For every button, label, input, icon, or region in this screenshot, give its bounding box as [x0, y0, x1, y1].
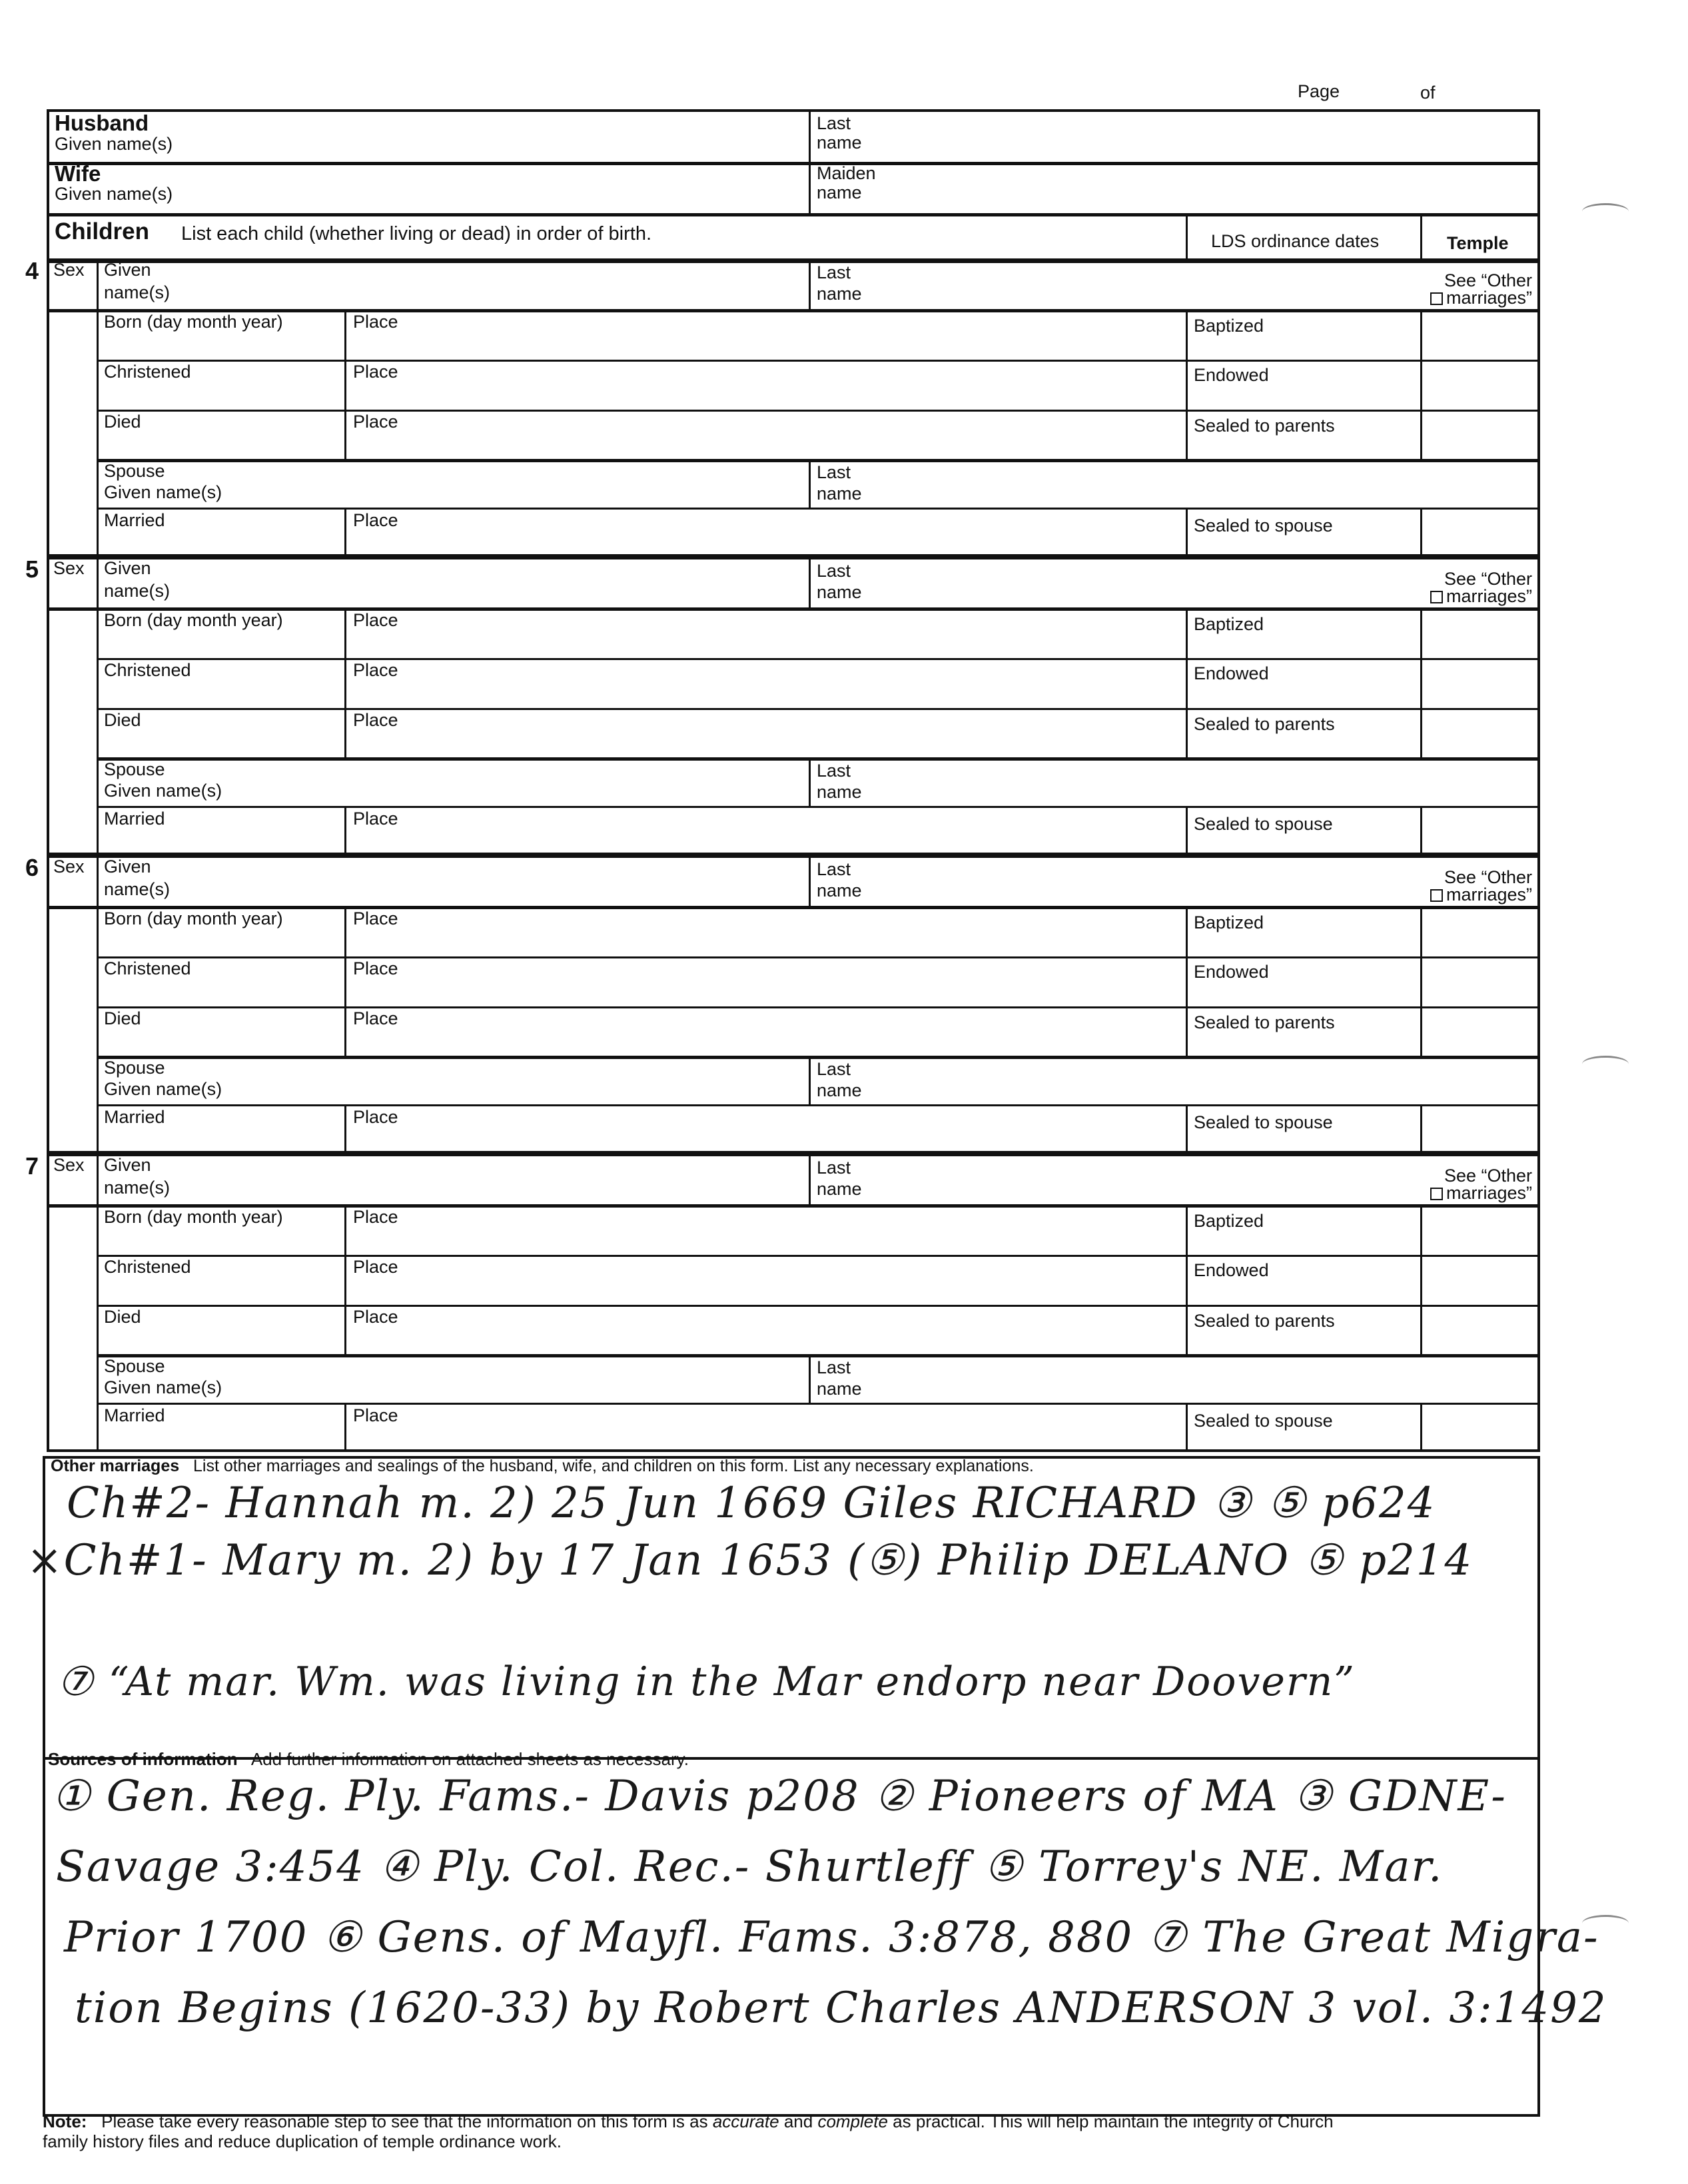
- marriages-label: marriages”: [1446, 885, 1532, 905]
- last-label: Last: [817, 859, 851, 879]
- spouse-last-name-label: name: [817, 1379, 862, 1399]
- given-name-label: name(s): [104, 1178, 171, 1198]
- spouse-last-name-label: name: [817, 782, 862, 802]
- note-accurate: accurate: [712, 2111, 779, 2131]
- sources-instruction: Add further information on attached sheets as necessary.: [250, 1749, 689, 1769]
- child-row-6: [0, 855, 1688, 1154]
- spouse-given-label: Given name(s): [104, 1377, 222, 1397]
- see-other-marriages: [1386, 1183, 1532, 1204]
- given-name-label: name(s): [104, 879, 171, 899]
- see-other-label: See “Other: [1444, 867, 1532, 887]
- born-place-label: Place: [353, 909, 398, 928]
- spouse-given-label: Given name(s): [104, 1079, 222, 1099]
- child-number: 6: [25, 854, 39, 881]
- sources-title: Sources of information: [48, 1749, 238, 1769]
- marriages-label: marriages”: [1446, 1183, 1532, 1203]
- see-other-marriages: [1386, 586, 1532, 607]
- source-line-2: Savage 3:454 ④ Ply. Col. Rec.- Shurtleff ⑤ Torrey's NE. Mar.: [56, 1842, 1444, 1892]
- born-label: Born (day month year): [104, 1207, 283, 1227]
- note-complete: complete: [817, 2111, 888, 2131]
- given-label: Given: [104, 558, 151, 578]
- sealed-to-parents-label: Sealed to parents: [1194, 1012, 1335, 1032]
- born-place-label: Place: [353, 312, 398, 332]
- spouse-last-name-label: name: [817, 484, 862, 504]
- sex-label: Sex: [53, 1155, 85, 1175]
- given-name-label: name(s): [104, 282, 171, 302]
- born-label: Born (day month year): [104, 909, 283, 928]
- married-label: Married: [104, 809, 165, 829]
- note-and: and: [783, 2111, 813, 2131]
- married-place-label: Place: [353, 809, 398, 829]
- given-label: Given: [104, 857, 151, 877]
- spouse-given-label: Given name(s): [104, 781, 222, 801]
- husband-last-label: Last: [817, 113, 851, 133]
- children-instruction: List each child (whether living or dead) in order of birth.: [181, 223, 652, 244]
- christened-place-label: Place: [353, 362, 398, 382]
- last-name-label: name: [817, 881, 862, 901]
- christened-place-label: Place: [353, 660, 398, 680]
- marriages-label: marriages”: [1446, 586, 1532, 606]
- sealed-to-spouse-label: Sealed to spouse: [1194, 1411, 1333, 1431]
- spouse-given-label: Given name(s): [104, 482, 222, 502]
- sealed-to-parents-label: Sealed to parents: [1194, 1311, 1335, 1331]
- see-other-label: See “Other: [1444, 569, 1532, 589]
- temple-label: Temple: [1447, 233, 1509, 253]
- other-marriages-header: [51, 1456, 1034, 1477]
- child-number: 7: [25, 1152, 39, 1180]
- other-marriage-note-2: ×Ch#1- Mary m. 2) by 17 Jan 1653 (⑤) Philip DELANO ⑤ p214: [27, 1536, 1474, 1585]
- born-label: Born (day month year): [104, 610, 283, 630]
- child-row-4: [0, 258, 1688, 557]
- other-marriages-checkbox[interactable]: [1430, 1188, 1443, 1200]
- baptized-label: Baptized: [1194, 912, 1264, 932]
- married-place-label: Place: [353, 1107, 398, 1127]
- died-place-label: Place: [353, 1307, 398, 1327]
- sex-label: Sex: [53, 857, 85, 877]
- wife-title: Wife: [55, 161, 101, 186]
- spouse-last-label: Last: [817, 1059, 851, 1079]
- sealed-to-parents-label: Sealed to parents: [1194, 714, 1335, 734]
- children-title: Children: [55, 218, 149, 244]
- see-other-label: See “Other: [1444, 270, 1532, 290]
- sex-label: Sex: [53, 558, 85, 578]
- endowed-label: Endowed: [1194, 1260, 1269, 1280]
- source-line-4: tion Begins (1620-33) by Robert Charles ANDERSON 3 vol. 3:1492: [75, 1984, 1607, 2033]
- died-label: Died: [104, 710, 141, 730]
- spouse-last-label: Last: [817, 462, 851, 482]
- child-number: 4: [25, 257, 39, 284]
- husband-name-label: name: [817, 133, 862, 153]
- see-other-label: See “Other: [1444, 1166, 1532, 1186]
- christened-label: Christened: [104, 660, 191, 680]
- last-label: Last: [817, 561, 851, 581]
- child-row-7: [0, 1154, 1688, 1452]
- spouse-label: Spouse: [104, 461, 165, 481]
- christened-place-label: Place: [353, 958, 398, 978]
- spouse-label: Spouse: [104, 759, 165, 779]
- wife-given-label: Given name(s): [55, 184, 173, 204]
- married-label: Married: [104, 510, 165, 530]
- spouse-last-label: Last: [817, 761, 851, 781]
- other-marriage-note-1: Ch#2- Hannah m. 2) 25 Jun 1669 Giles RICHARD ③ ⑤ p624: [67, 1479, 1436, 1528]
- died-place-label: Place: [353, 710, 398, 730]
- baptized-label: Baptized: [1194, 316, 1264, 336]
- born-place-label: Place: [353, 1207, 398, 1227]
- sealed-to-parents-label: Sealed to parents: [1194, 416, 1335, 436]
- source-line-3: Prior 1700 ⑥ Gens. of Mayfl. Fams. 3:878, 880 ⑦ The Great Migra-: [64, 1913, 1599, 1962]
- see-other-marriages: [1386, 885, 1532, 905]
- spouse-label: Spouse: [104, 1356, 165, 1376]
- spouse-last-label: Last: [817, 1357, 851, 1377]
- lds-ordinance-dates-label: LDS ordinance dates: [1211, 231, 1380, 251]
- sex-label: Sex: [53, 260, 85, 280]
- married-place-label: Place: [353, 510, 398, 530]
- endowed-label: Endowed: [1194, 962, 1269, 982]
- died-label: Died: [104, 1008, 141, 1028]
- wife-name-label: name: [817, 182, 862, 202]
- spouse-last-name-label: name: [817, 1080, 862, 1100]
- last-name-label: name: [817, 582, 862, 602]
- endowed-label: Endowed: [1194, 365, 1269, 385]
- christened-label: Christened: [104, 958, 191, 978]
- given-label: Given: [104, 260, 151, 280]
- other-marriages-instruction: List other marriages and sealings of the husband, wife, and children on this form. List any necessary explanations.: [193, 1457, 1034, 1475]
- sealed-to-spouse-label: Sealed to spouse: [1194, 814, 1333, 834]
- spouse-label: Spouse: [104, 1058, 165, 1078]
- endowed-label: Endowed: [1194, 663, 1269, 683]
- given-label: Given: [104, 1155, 151, 1175]
- other-marriage-note-3: ⑦ “At mar. Wm. was living in the Mar endorp near Doovern”: [57, 1658, 1356, 1705]
- other-marriages-title: Other marriages: [51, 1457, 180, 1475]
- baptized-label: Baptized: [1194, 614, 1264, 634]
- baptized-label: Baptized: [1194, 1211, 1264, 1231]
- sealed-to-spouse-label: Sealed to spouse: [1194, 1112, 1333, 1132]
- died-label: Died: [104, 1307, 141, 1327]
- born-place-label: Place: [353, 610, 398, 630]
- christened-label: Christened: [104, 1257, 191, 1277]
- note-line-2: family history files and reduce duplication of temple ordinance work.: [43, 2131, 562, 2151]
- last-label: Last: [817, 1158, 851, 1178]
- wife-maiden-label: Maiden: [817, 163, 876, 183]
- note-line-1: [43, 2111, 1334, 2132]
- died-label: Died: [104, 412, 141, 432]
- sealed-to-spouse-label: Sealed to spouse: [1194, 516, 1333, 536]
- married-place-label: Place: [353, 1405, 398, 1425]
- last-name-label: name: [817, 1179, 862, 1199]
- source-line-1: ① Gen. Reg. Ply. Fams.- Davis p208 ② Pioneers of MA ③ GDNE-: [52, 1772, 1507, 1821]
- other-marriages-checkbox[interactable]: [1430, 591, 1443, 603]
- married-label: Married: [104, 1405, 165, 1425]
- husband-given-label: Given name(s): [55, 134, 173, 154]
- died-place-label: Place: [353, 1008, 398, 1028]
- last-label: Last: [817, 262, 851, 282]
- born-label: Born (day month year): [104, 312, 283, 332]
- child-row-5: [0, 557, 1688, 855]
- note-text-1: Please take every reasonable step to see that the information on this form is as: [101, 2111, 708, 2131]
- sources-header: [48, 1749, 689, 1770]
- christened-place-label: Place: [353, 1257, 398, 1277]
- christened-label: Christened: [104, 362, 191, 382]
- note-label: Note:: [43, 2111, 87, 2131]
- note-text-2: as practical. This will help maintain the integrity of Church: [893, 2111, 1334, 2131]
- married-label: Married: [104, 1107, 165, 1127]
- marriages-label: marriages”: [1446, 288, 1532, 308]
- other-marriages-checkbox[interactable]: [1430, 292, 1443, 305]
- see-other-marriages: [1386, 288, 1532, 308]
- given-name-label: name(s): [104, 581, 171, 601]
- punch-hole-mark: [1582, 203, 1629, 220]
- last-name-label: name: [817, 284, 862, 304]
- of-label: of: [1420, 83, 1436, 103]
- husband-title: Husband: [55, 111, 149, 135]
- page-label: Page: [1298, 81, 1340, 101]
- died-place-label: Place: [353, 412, 398, 432]
- child-number: 5: [25, 555, 39, 583]
- other-marriages-checkbox[interactable]: [1430, 889, 1443, 902]
